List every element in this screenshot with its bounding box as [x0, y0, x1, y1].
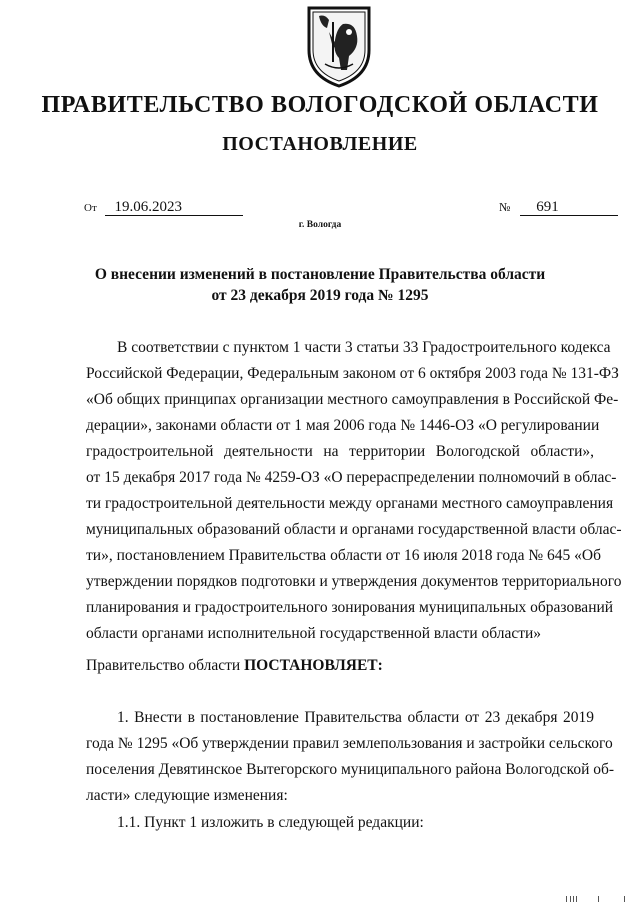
text-line: градостроительной деятельности на территории Вологодской области», — [86, 443, 594, 460]
text-line: года № 1295 «Об утверждении правил землепользования и застройки сельского — [86, 735, 613, 752]
text-line: 1.1. Пункт 1 изложить в следующей редакции: — [117, 814, 424, 831]
text-line: муниципальных образований области и органами государственной власти облас- — [86, 521, 622, 538]
document-type: ПОСТАНОВЛЕНИЕ — [222, 133, 418, 155]
text-line: 1. Внести в постановление Правительства области от 23 декабря 2019 — [117, 709, 594, 726]
date-prefix: От — [84, 202, 97, 214]
text-line: ти градостроительной деятельности между органами местного самоуправления — [86, 495, 614, 512]
decree-line — [86, 653, 594, 679]
text-line: Российской Федерации, Федеральным законом от 6 октября 2003 года № 131-ФЗ — [86, 365, 619, 382]
text-line: «Об общих принципах организации местного самоуправления в Российской Фе- — [86, 391, 619, 408]
text-line: ти», постановлением Правительства области от 16 июля 2018 года № 645 «Об — [86, 547, 601, 564]
text-line: утверждении порядков подготовки и утверждения документов территориального — [86, 573, 622, 590]
text-line: ласти» следующие изменения: — [86, 787, 288, 804]
number-value: 691 — [520, 199, 618, 216]
number-prefix: № — [499, 200, 511, 214]
barcode-marks-icon — [566, 896, 626, 902]
text-line: поселения Девятинское Вытегорского муниципального района Вологодской об- — [86, 761, 615, 778]
document-subject — [86, 264, 554, 306]
subject-line: О внесении изменений в постановление Правительства области — [94, 266, 546, 283]
text-line: планирования и градостроительного зонирования муниципальных образований — [86, 599, 614, 616]
government-title: ПРАВИТЕЛЬСТВО ВОЛОГОДСКОЙ ОБЛАСТИ — [41, 92, 599, 118]
decree-prefix: Правительство области — [86, 657, 245, 674]
text-line: от 15 декабря 2017 года № 4259-ОЗ «О перераспределении полномочий в облас- — [86, 469, 617, 486]
item-1-paragraph — [86, 705, 615, 809]
date-value: 19.06.2023 — [105, 199, 243, 216]
city: г. Вологда — [298, 220, 342, 230]
text-line: области органами исполнительной государственной власти области» — [86, 625, 542, 642]
text-line: В соответствии с пунктом 1 части 3 статьи 33 Градостроительного кодекса — [117, 339, 611, 356]
number-field — [499, 199, 618, 216]
vologda-coat-of-arms-icon — [303, 2, 375, 88]
decree-word: ПОСТАНОВЛЯЕТ: — [244, 657, 383, 674]
text-line: дерации», законами области от 1 мая 2006 года № 1446-ОЗ «О регулировании — [86, 417, 600, 434]
subject-line: от 23 декабря 2019 года № 1295 — [211, 287, 429, 304]
date-field — [84, 199, 243, 216]
preamble-paragraph — [86, 335, 622, 647]
item-1-1-paragraph — [86, 810, 594, 836]
